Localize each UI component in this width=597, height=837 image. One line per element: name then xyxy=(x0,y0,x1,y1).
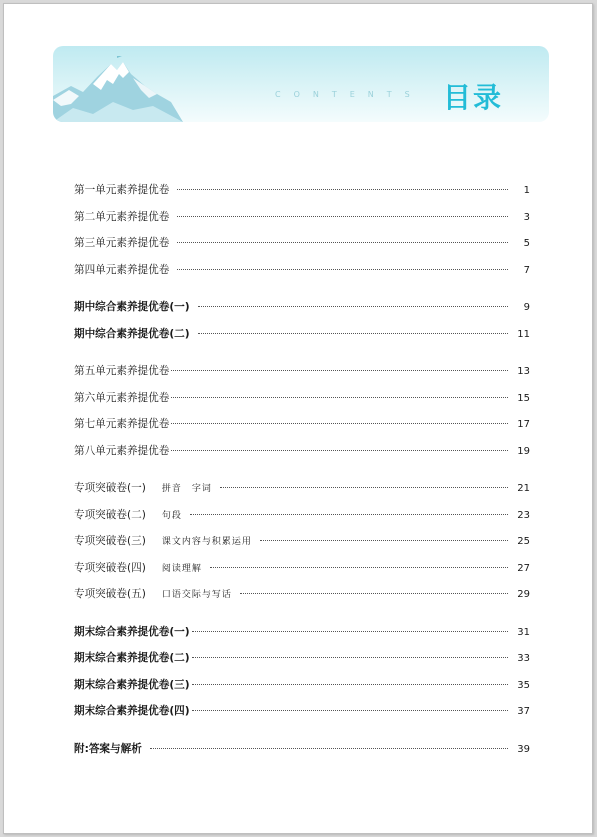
toc-item-subtitle: 课文内容与积累运用 xyxy=(161,537,252,547)
toc-item[interactable] xyxy=(74,480,530,507)
toc-page-number: 39 xyxy=(517,743,530,755)
toc-item-label: 期末综合素养提优卷(二) xyxy=(74,652,190,664)
toc-page-number: 15 xyxy=(517,392,530,404)
toc-item-label: 专项突破卷(四) xyxy=(74,561,146,574)
toc-item[interactable] xyxy=(74,209,530,236)
toc-page-number: 19 xyxy=(517,445,530,457)
toc-item-label: 第一单元素养提优卷 xyxy=(74,184,170,196)
toc-page-number: 35 xyxy=(517,679,530,691)
toc-item-label: 专项突破卷(五) xyxy=(74,588,146,600)
toc-item[interactable] xyxy=(74,326,530,353)
snow-mountain-illustration xyxy=(53,56,183,122)
section-gap xyxy=(74,352,530,363)
leader-dots xyxy=(171,370,508,371)
leader-dots xyxy=(177,189,508,190)
toc-item-label: 第六单元素养提优卷 xyxy=(74,391,170,404)
section-gap xyxy=(74,730,530,741)
toc-page-number: 21 xyxy=(517,483,530,494)
leader-dots xyxy=(150,748,508,749)
toc-item-label: 期末综合素养提优卷(四) xyxy=(74,705,190,717)
toc-page-number: 17 xyxy=(517,419,530,430)
toc-item[interactable] xyxy=(74,703,530,730)
toc-item-label: 第八单元素养提优卷 xyxy=(74,444,170,457)
toc-page-number: 9 xyxy=(523,302,530,313)
toc-page-number: 23 xyxy=(517,509,530,521)
page-title: 目录 xyxy=(443,81,504,114)
toc-page-number: 37 xyxy=(517,706,530,717)
toc-item[interactable] xyxy=(74,182,530,209)
leader-dots xyxy=(192,631,508,632)
leader-dots xyxy=(171,397,508,398)
toc-item[interactable] xyxy=(74,624,530,651)
section-gap xyxy=(74,613,530,624)
toc-item[interactable] xyxy=(74,363,530,390)
toc-item[interactable] xyxy=(74,741,530,768)
toc-page-number: 11 xyxy=(517,328,530,340)
leader-dots xyxy=(171,423,508,424)
toc-item-subtitle: 阅读理解 xyxy=(161,563,202,574)
toc-page-number: 13 xyxy=(517,366,530,377)
toc-page-number: 5 xyxy=(523,238,530,249)
document-page xyxy=(3,3,593,834)
leader-dots xyxy=(260,540,508,541)
leader-dots xyxy=(240,593,508,594)
leader-dots xyxy=(198,306,508,307)
toc-item[interactable] xyxy=(74,299,530,326)
toc-item[interactable] xyxy=(74,560,530,587)
toc-item-label: 专项突破卷(三) xyxy=(74,535,146,547)
section-gap xyxy=(74,469,530,480)
leader-dots xyxy=(192,684,508,685)
toc-item-subtitle: 口语交际与写话 xyxy=(161,590,232,600)
toc-item[interactable] xyxy=(74,262,530,289)
toc-page-number: 3 xyxy=(523,211,530,223)
toc-item-label: 附:答案与解析 xyxy=(74,742,142,755)
contents-word: CONTENTS xyxy=(275,90,423,99)
toc-page-number: 27 xyxy=(517,562,530,574)
toc-page-number: 31 xyxy=(517,626,530,638)
leader-dots xyxy=(171,450,508,451)
toc-item[interactable] xyxy=(74,416,530,443)
leader-dots xyxy=(177,242,508,243)
leader-dots xyxy=(198,333,508,334)
toc-item-label: 第二单元素养提优卷 xyxy=(74,210,170,223)
toc-item-label: 期末综合素养提优卷(一) xyxy=(74,625,190,638)
leader-dots xyxy=(192,657,508,658)
section-gap xyxy=(74,288,530,299)
toc-item[interactable] xyxy=(74,235,530,262)
leader-dots xyxy=(190,514,508,515)
toc-page-number: 25 xyxy=(517,536,530,547)
toc-page-number: 33 xyxy=(517,653,530,664)
toc-item[interactable] xyxy=(74,533,530,560)
header-banner xyxy=(53,46,549,122)
toc-item[interactable] xyxy=(74,507,530,534)
toc-item-label: 期末综合素养提优卷(三) xyxy=(74,678,190,691)
toc-item-label: 期中综合素养提优卷(一) xyxy=(74,301,190,313)
toc-item-label: 第五单元素养提优卷 xyxy=(74,365,170,377)
toc-item-label: 专项突破卷(二) xyxy=(74,508,146,521)
leader-dots xyxy=(177,216,508,217)
toc-page-number: 7 xyxy=(523,264,530,276)
toc-item[interactable] xyxy=(74,650,530,677)
toc-item-subtitle: 句段 xyxy=(161,510,182,521)
toc-item[interactable] xyxy=(74,390,530,417)
toc-item[interactable] xyxy=(74,586,530,613)
toc-item-subtitle: 拼音 字词 xyxy=(161,484,212,494)
toc-item-label: 第七单元素养提优卷 xyxy=(74,418,170,430)
toc-item[interactable] xyxy=(74,443,530,470)
leader-dots xyxy=(220,487,508,488)
leader-dots xyxy=(210,567,508,568)
leader-dots xyxy=(192,710,508,711)
toc-page-number: 1 xyxy=(523,185,530,196)
toc-item[interactable] xyxy=(74,677,530,704)
toc-page-number: 29 xyxy=(517,589,530,600)
toc-item-label: 期中综合素养提优卷(二) xyxy=(74,327,190,340)
table-of-contents xyxy=(74,182,530,767)
toc-item-label: 第四单元素养提优卷 xyxy=(74,263,170,276)
leader-dots xyxy=(177,269,508,270)
toc-item-label: 专项突破卷(一) xyxy=(74,482,146,494)
toc-item-label: 第三单元素养提优卷 xyxy=(74,237,170,249)
